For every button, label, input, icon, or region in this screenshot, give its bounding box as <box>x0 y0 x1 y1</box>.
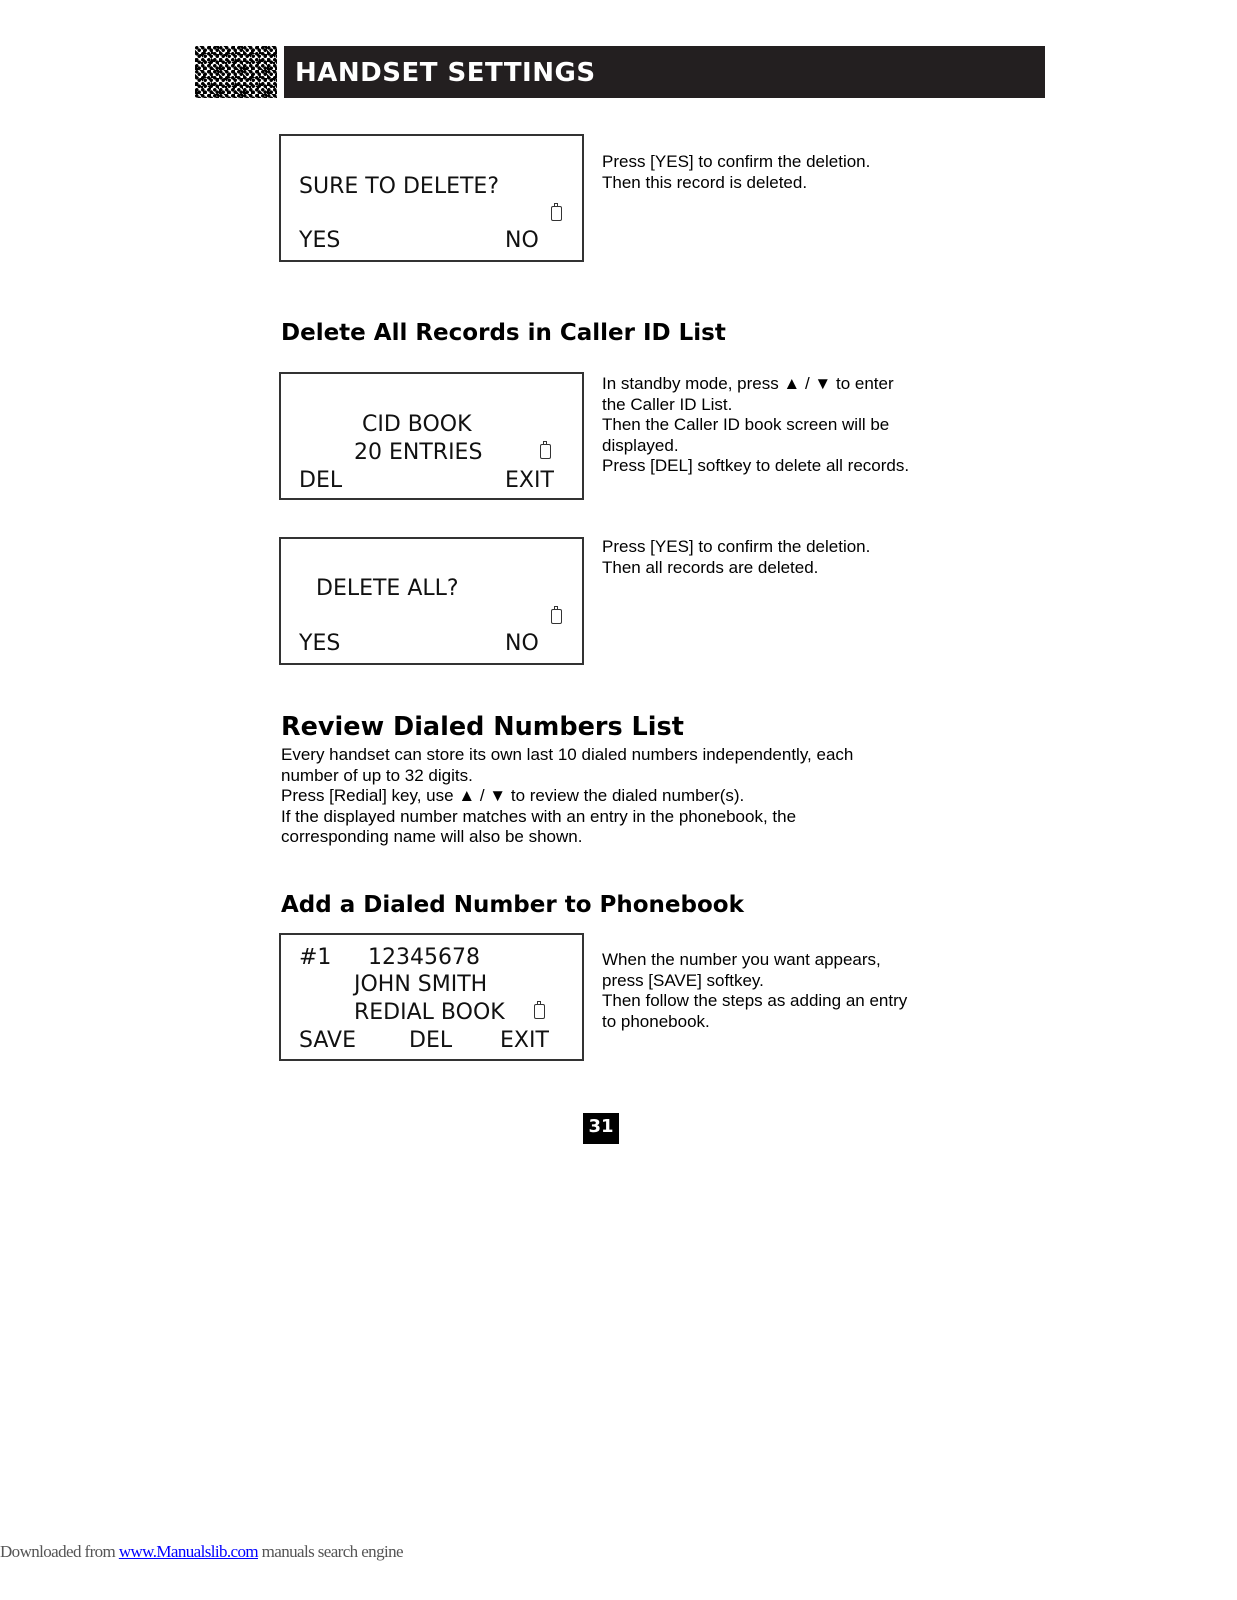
section-title-delete-all: Delete All Records in Caller ID List <box>281 320 726 346</box>
paragraph-line: number of up to 32 digits. <box>281 765 473 785</box>
lcd-screen-sure-to-delete <box>279 134 584 262</box>
page-number: 31 <box>583 1113 619 1144</box>
softkey-right: EXIT <box>505 468 554 493</box>
softkey-middle: DEL <box>409 1028 453 1053</box>
section-title-review-dialed: Review Dialed Numbers List <box>281 712 684 742</box>
note-sure-to-delete <box>602 152 942 193</box>
section-title-add-dialed: Add a Dialed Number to Phonebook <box>281 892 744 918</box>
note-line: Press [DEL] softkey to delete all records. <box>602 456 910 475</box>
manualslib-link[interactable]: www.Manualslib.com <box>118 1542 259 1561</box>
footer-prefix: Downloaded from <box>0 1542 119 1561</box>
lcd-name: JOHN SMITH <box>354 972 488 997</box>
lcd-line: REDIAL BOOK <box>354 1000 505 1025</box>
footer <box>0 1542 403 1562</box>
softkey-left: DEL <box>299 468 343 493</box>
note-line: displayed. <box>602 435 679 455</box>
battery-icon <box>540 444 551 459</box>
note-line: Press [YES] to confirm the deletion. <box>602 152 871 171</box>
note-cid-book <box>602 374 942 477</box>
note-line: In standby mode, press ▲ / ▼ to enter <box>602 374 894 393</box>
softkey-right: NO <box>505 228 539 253</box>
lcd-line: SURE TO DELETE? <box>299 174 500 199</box>
lcd-screen-cid-book <box>279 372 584 500</box>
paragraph-line: If the displayed number matches with an entry in the phonebook, the <box>281 806 797 826</box>
note-line: to phonebook. <box>602 1011 710 1031</box>
lcd-line: 20 ENTRIES <box>354 440 483 465</box>
page-header-title: HANDSET SETTINGS <box>284 46 1045 98</box>
note-line: Then the Caller ID book screen will be <box>602 415 890 434</box>
note-line: Then all records are deleted. <box>602 557 819 577</box>
lcd-index: #1 <box>299 945 332 970</box>
review-dialed-paragraph <box>281 745 981 848</box>
note-line: Press [YES] to confirm the deletion. <box>602 537 871 556</box>
note-line: the Caller ID List. <box>602 394 733 414</box>
battery-icon <box>551 206 562 221</box>
footer-suffix: manuals search engine <box>258 1542 403 1561</box>
lcd-number: 12345678 <box>368 945 480 970</box>
paragraph-line: Every handset can store its own last 10 dialed numbers independently, each <box>281 745 854 764</box>
lcd-line: CID BOOK <box>362 412 472 437</box>
softkey-left: YES <box>299 228 341 253</box>
lcd-line: DELETE ALL? <box>316 576 459 601</box>
note-line: Then follow the steps as adding an entry <box>602 991 908 1010</box>
softkey-right: EXIT <box>500 1028 549 1053</box>
softkey-left: SAVE <box>299 1028 356 1053</box>
lcd-screen-redial-book <box>279 933 584 1061</box>
note-redial <box>602 950 942 1032</box>
softkey-right: NO <box>505 631 539 656</box>
lcd-screen-delete-all <box>279 537 584 665</box>
header-pattern-logo <box>195 46 277 98</box>
note-line: Then this record is deleted. <box>602 172 808 192</box>
battery-icon <box>534 1004 545 1019</box>
softkey-left: YES <box>299 631 341 656</box>
paragraph-line: corresponding name will also be shown. <box>281 827 583 846</box>
note-line: press [SAVE] softkey. <box>602 970 764 990</box>
note-delete-all <box>602 537 942 578</box>
note-line: When the number you want appears, <box>602 950 881 969</box>
battery-icon <box>551 609 562 624</box>
paragraph-line: Press [Redial] key, use ▲ / ▼ to review the dialed number(s). <box>281 786 745 805</box>
